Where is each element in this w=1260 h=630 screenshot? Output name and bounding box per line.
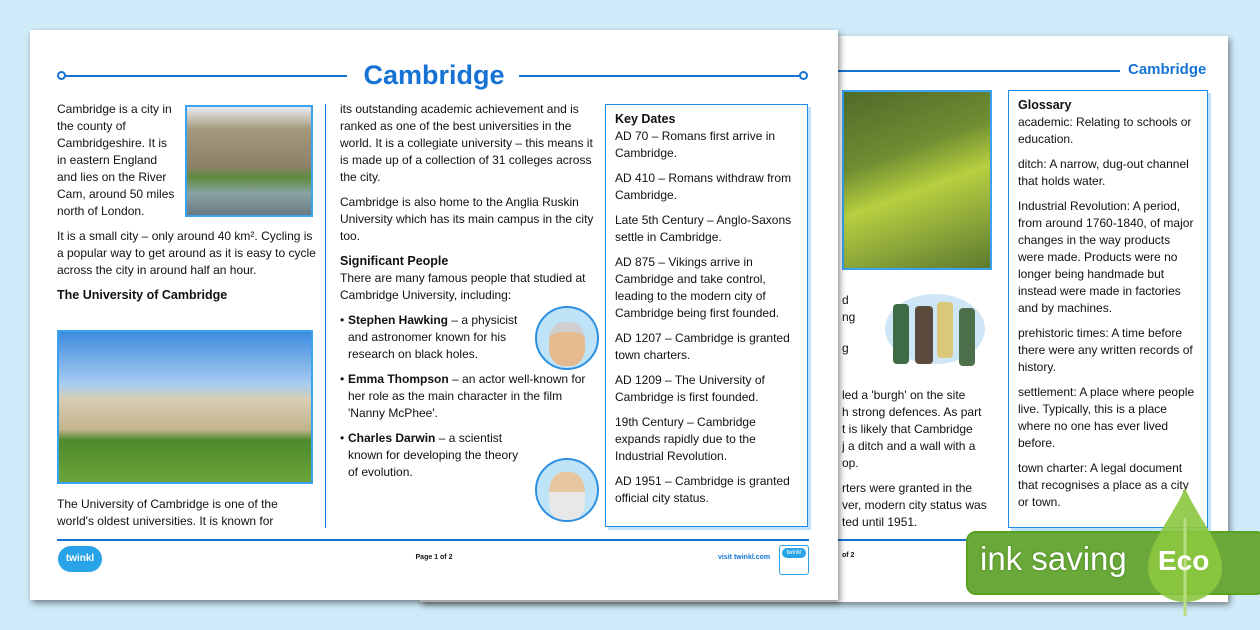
badge-label: twinkl <box>782 548 806 558</box>
glossary-item: academic: Relating to schools or education. <box>1018 115 1192 146</box>
page-title: Cambridge <box>363 60 505 90</box>
footer-rule <box>57 539 809 541</box>
key-date-item: 19th Century – Cambridge expands rapidly due to the Industrial Revolution. <box>615 415 756 463</box>
rule-end-dot <box>799 71 808 80</box>
university-text: The University of Cambridge is one of the world's oldest universities. It is known for <box>57 497 278 528</box>
key-date-item: AD 410 – Romans withdraw from Cambridge. <box>615 171 792 202</box>
key-date-item: AD 1209 – The University of Cambridge is first founded. <box>615 373 765 404</box>
text-fragment: rters were granted in the <box>842 481 973 495</box>
person-name: Charles Darwin <box>348 431 436 445</box>
person-desc: – a physicist and astronomer known for his research on black holes. <box>348 313 518 361</box>
stephen-hawking-portrait <box>535 306 599 370</box>
glossary-item: prehistoric times: A time before there were any written records of history. <box>1018 326 1193 374</box>
column-2 <box>340 101 602 489</box>
glossary-item: town charter: A legal document that recognises a place as a city or town. <box>1018 461 1189 509</box>
small-city-text: It is a small city – only around 40 km². Cycling is a popular way to get around as it is easy to cycle across the city in around half an hour. <box>57 229 316 277</box>
key-date-item: AD 1951 – Cambridge is granted official city status. <box>615 474 790 505</box>
glossary-heading: Glossary <box>1018 98 1072 112</box>
kings-college-photo <box>57 330 313 484</box>
text-fragment: j a ditch and a wall with a <box>842 439 976 453</box>
people-heading: Significant People <box>340 254 449 268</box>
text-fragment: g <box>842 341 849 355</box>
key-dates-box <box>605 104 808 527</box>
text-fragment: op. <box>842 456 859 470</box>
person-desc: – a scientist known for developing the theory of evolution. <box>348 431 519 479</box>
text-fragment: h strong defences. As part <box>842 405 982 419</box>
eco-label: Eco <box>1158 545 1210 576</box>
intro-text: Cambridge is a city in the county of Cambridgeshire. It is in eastern England and lies on the River Cam, around 50 miles north of London. <box>57 102 175 218</box>
university-continued-text: its outstanding academic achievement and is ranked as one of the best universities in the world. It is a collegiate university – this means it is made up of a collection of 31 colleges across the city. <box>340 102 593 184</box>
text-fragment: led a 'burgh' on the site <box>842 388 966 402</box>
person-item <box>340 312 520 363</box>
page-title: Cambridge <box>1128 61 1207 78</box>
page-number: of 2 <box>842 552 855 559</box>
key-date-item: Late 5th Century – Anglo-Saxons settle in Cambridge. <box>615 213 792 244</box>
anglia-ruskin-text: Cambridge is also home to the Anglia Ruskin University which has its main campus in the city too. <box>340 195 594 243</box>
text-fragment: ted until 1951. <box>842 515 918 529</box>
university-heading: The University of Cambridge <box>57 288 228 302</box>
partial-text-column <box>842 292 1004 531</box>
glossary-box <box>1008 90 1208 528</box>
text-fragment: d <box>842 293 849 307</box>
ink-saving-label: ink saving <box>980 540 1127 577</box>
settlement-illustration <box>842 90 992 270</box>
column-1 <box>57 101 317 312</box>
person-item <box>340 430 520 481</box>
people-intro: There are many famous people that studied at Cambridge University, including: <box>340 271 586 302</box>
glossary-item: ditch: A narrow, dug-out channel that holds water. <box>1018 157 1189 188</box>
twinkl-logo[interactable]: twinkl <box>58 546 102 572</box>
key-dates-heading: Key Dates <box>615 112 676 126</box>
text-fragment: t is likely that Cambridge <box>842 422 973 436</box>
text-fragment: ver, modern city status was <box>842 498 987 512</box>
page-number: Page 1 of 2 <box>415 554 453 561</box>
key-date-item: AD 1207 – Cambridge is granted town charters. <box>615 331 790 362</box>
person-name: Emma Thompson <box>348 372 449 386</box>
person-desc: – an actor well-known for her role as the main character in the film 'Nanny McPhee'. <box>348 372 586 420</box>
leaf-icon <box>1148 488 1222 598</box>
header-rule-right <box>519 75 801 77</box>
text-fragment: ng <box>842 310 856 324</box>
glossary-item: Industrial Revolution: A period, from around 1760-1840, of major changes in the way products were made. Products were no longer being handmade but instead were made in factories and by machines. <box>1018 199 1194 315</box>
twinkl-link[interactable]: visit twinkl.com <box>718 554 771 561</box>
glossary-item: settlement: A place where people live. Typically, this is a place where no one has ever lived before. <box>1018 385 1195 450</box>
key-date-item: AD 875 – Vikings arrive in Cambridge and take control, leading to the modern city of Cambridge being first founded. <box>615 255 780 320</box>
page-1 <box>30 30 838 600</box>
key-date-item: AD 70 – Romans first arrive in Cambridge. <box>615 129 776 160</box>
charles-darwin-portrait <box>535 458 599 522</box>
person-name: Stephen Hawking <box>348 313 449 327</box>
quality-badge <box>779 545 809 575</box>
person-item <box>340 371 602 422</box>
column-divider <box>325 104 326 528</box>
